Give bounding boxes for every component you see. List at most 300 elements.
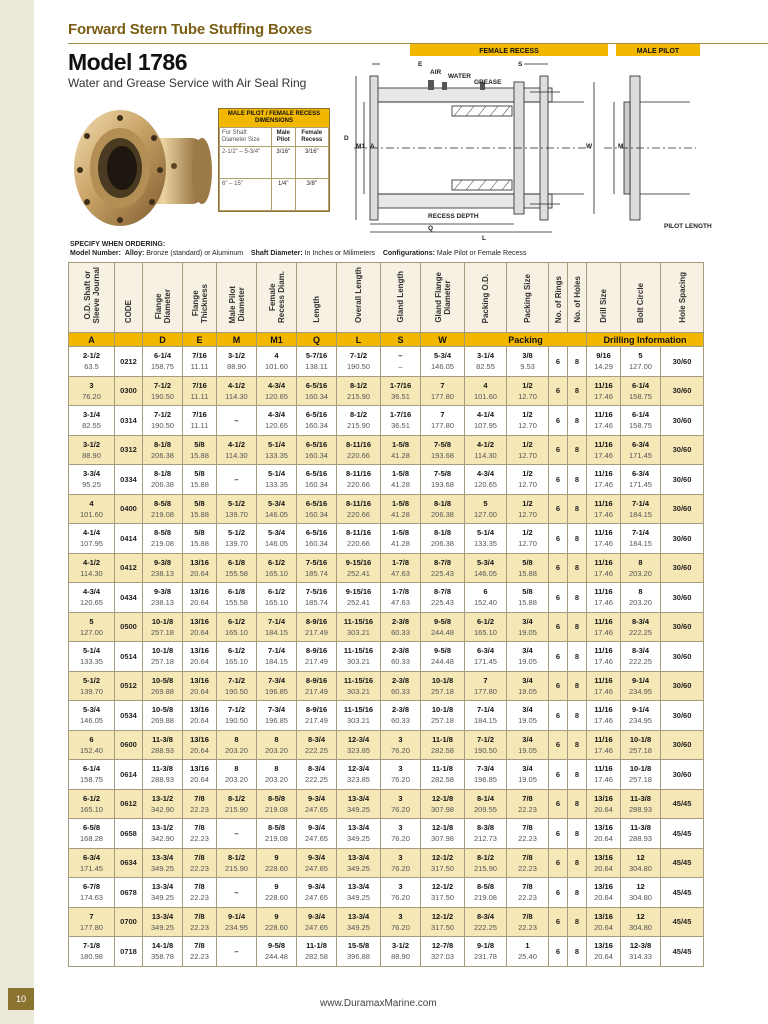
cell-inch-value: 1-7/8	[391, 557, 410, 567]
cell-mm-value: 165.10	[80, 804, 103, 814]
cell-w	[421, 347, 465, 377]
cell-inch-value: 8-3/4	[307, 764, 326, 774]
cell-ps	[507, 701, 549, 731]
cell-mm-value: 358.78	[151, 952, 174, 962]
cell-mm-value: 17.46	[594, 657, 613, 667]
cell-inch-value: 1	[525, 941, 530, 951]
cell-inch-value: 8-7/8	[433, 557, 452, 567]
cell-mm-value: 152.40	[474, 598, 497, 608]
cell-mm-value: 349.25	[347, 863, 370, 873]
cell-d	[143, 878, 183, 908]
model-title: Model 1786	[68, 49, 187, 75]
cell-d	[143, 435, 183, 465]
cell-pod	[465, 789, 507, 819]
cell-inch-value: 3	[398, 882, 403, 892]
cell-bolt	[621, 730, 661, 760]
cell-mm-value: 217.49	[305, 716, 328, 726]
cell-mm-value: 155.58	[225, 568, 248, 578]
cell-inch-value: 5	[638, 351, 643, 361]
cell-mm-value: 222.25	[305, 775, 328, 785]
cell-pod	[465, 347, 507, 377]
cell-ps	[507, 642, 549, 672]
cell-w	[421, 642, 465, 672]
cell-mm-value: 219.08	[151, 539, 174, 549]
cell-m1	[257, 612, 297, 642]
cell-drill	[587, 465, 621, 495]
cell-m1	[257, 760, 297, 790]
cell-inch-value: 8-1/2	[227, 852, 246, 862]
cell-w	[421, 435, 465, 465]
cell-inch-value: 5-1/4	[476, 528, 495, 538]
cell-sp: 30/60	[661, 583, 704, 613]
cell-l	[337, 907, 381, 937]
cell-w	[421, 524, 465, 554]
cell-mm-value: 257.18	[151, 657, 174, 667]
column-header	[381, 263, 421, 333]
dim-a-label: A	[370, 143, 375, 150]
cell-drill	[587, 848, 621, 878]
cell-mm-value: 11.11	[190, 391, 209, 401]
cell-q	[297, 435, 337, 465]
letter-cell: E	[183, 333, 217, 347]
cell-mm-value: 11.11	[190, 362, 209, 372]
cell-mm-value: 12.70	[518, 539, 537, 549]
cell-l	[337, 406, 381, 436]
cell-code: 0300	[115, 376, 143, 406]
cell-rings: 6	[549, 671, 568, 701]
cell-l	[337, 819, 381, 849]
cell-sp: 30/60	[661, 524, 704, 554]
cell-mm-value: 12.70	[518, 480, 537, 490]
cell-a	[69, 730, 115, 760]
cell-bolt	[621, 347, 661, 377]
dimensions-box-title: MALE PILOT / FEMALE RECESS DIMENSIONS	[219, 109, 329, 127]
cell-mm-value: 282.58	[305, 952, 328, 962]
cell-code: 0678	[115, 878, 143, 908]
cell-inch-value: 5-1/4	[82, 646, 101, 656]
cell-inch-value: 11-3/8	[630, 823, 651, 833]
cell-inch-value: 5/8	[522, 557, 533, 567]
cell-mm-value: 247.65	[305, 834, 328, 844]
cell-m1	[257, 583, 297, 613]
cell-inch-value: 7/8	[194, 911, 205, 921]
cell-l	[337, 848, 381, 878]
cell-inch-value: 13-3/4	[151, 852, 174, 862]
cell-inch-value: 8-9/16	[305, 616, 328, 626]
cell-inch-value: 12-3/4	[347, 764, 370, 774]
cell-inch-value: 13/16	[594, 941, 613, 951]
cell-mm-value: 22.23	[518, 863, 537, 873]
cell-l	[337, 494, 381, 524]
cell-m	[217, 642, 257, 672]
cell-inch-value: 8	[234, 734, 239, 744]
cell-inch-value: 12	[636, 911, 645, 921]
cell-inch-value: 9-3/8	[153, 587, 172, 597]
cell-rings: 6	[549, 789, 568, 819]
cell-mm-value: 17.46	[594, 539, 613, 549]
cell-code: 0414	[115, 524, 143, 554]
cell-inch-value: 7	[89, 911, 94, 921]
cell-s	[381, 435, 421, 465]
cell-inch-value: 5/8	[522, 587, 533, 597]
cell-mm-value: 76.20	[391, 804, 410, 814]
cell-pod	[465, 494, 507, 524]
cell-mm-value: 88.90	[82, 450, 101, 460]
cell-pod	[465, 848, 507, 878]
cell-rings: 6	[549, 642, 568, 672]
cell-mm-value: 76.20	[391, 775, 410, 785]
cell-ps	[507, 671, 549, 701]
letter-cell: A	[69, 333, 115, 347]
cell-inch-value: 11/16	[594, 705, 613, 715]
cell-inch-value: 6-3/4	[631, 469, 650, 479]
cell-mm-value: 17.46	[594, 568, 613, 578]
cell-mm-value: 171.45	[474, 657, 497, 667]
cell-inch-value: 1/2	[522, 380, 533, 390]
female-recess-label: FEMALE RECESS	[479, 48, 539, 55]
cell-inch-value: 13/16	[190, 557, 209, 567]
column-header	[568, 263, 587, 333]
cell-ps	[507, 878, 549, 908]
cell-inch-value: 3-1/4	[476, 351, 495, 361]
page-number: 10	[8, 988, 34, 1010]
cell-bolt	[621, 937, 661, 967]
cell-mm-value: 234.95	[225, 922, 248, 932]
cell-inch-value: 6-5/16	[305, 439, 328, 449]
cell-rings: 6	[549, 435, 568, 465]
column-header-label: No. of Holes	[572, 276, 582, 323]
specifications-table	[68, 262, 704, 967]
cell-drill	[587, 878, 621, 908]
cell-m1	[257, 937, 297, 967]
cell-inch-value: 4	[483, 380, 488, 390]
cell-mm-value: 160.34	[305, 539, 328, 549]
cell-code: 0534	[115, 701, 143, 731]
letter-cell: S	[381, 333, 421, 347]
cell-inch-value: 7-1/2	[153, 380, 172, 390]
cell-mm-value: 12.70	[518, 391, 537, 401]
cell-w	[421, 937, 465, 967]
cell-mm-value: 20.64	[190, 568, 209, 578]
table-row	[69, 553, 704, 583]
cell-mm-value: 146.05	[265, 539, 288, 549]
cell-mm-value: 196.85	[474, 775, 497, 785]
cell-q	[297, 937, 337, 967]
cell-m1	[257, 553, 297, 583]
cell-mm-value: 19.05	[518, 627, 537, 637]
cell-inch-value: 7/8	[194, 823, 205, 833]
cell-mm-value: 209.55	[474, 804, 497, 814]
cell-drill	[587, 819, 621, 849]
cell-mm-value: 257.18	[151, 627, 174, 637]
cell-m1	[257, 465, 297, 495]
cell-e	[183, 848, 217, 878]
cell-s	[381, 465, 421, 495]
cell-mm-value: 82.55	[476, 362, 495, 372]
column-header-label: Packing Size	[523, 274, 532, 323]
cell-inch-value: 11-15/16	[343, 705, 374, 715]
cell-inch-value: 11-3/8	[630, 793, 651, 803]
cell-inch-value: 4-1/2	[227, 380, 246, 390]
cell-mm-value: 177.80	[80, 922, 103, 932]
cell-ps	[507, 435, 549, 465]
cell-pod	[465, 406, 507, 436]
cell-q	[297, 701, 337, 731]
column-header	[337, 263, 381, 333]
cell-inch-value: 1-5/8	[391, 439, 410, 449]
cell-pod	[465, 701, 507, 731]
cell-mm-value: 155.58	[225, 598, 248, 608]
cell-drill	[587, 376, 621, 406]
cell-sp: 30/60	[661, 760, 704, 790]
cell-e	[183, 789, 217, 819]
cell-m	[217, 937, 257, 967]
cell-pod	[465, 642, 507, 672]
cell-inch-value: 7-1/2	[227, 705, 246, 715]
cell-inch-value: 7/8	[194, 852, 205, 862]
recess-depth-label: RECESS DEPTH	[428, 213, 479, 220]
cell-mm-value: 212.73	[474, 834, 497, 844]
cell-inch-value: 7-1/8	[82, 941, 101, 951]
cell-inch-value: 5-3/4	[267, 528, 286, 538]
footer-url: www.DuramaxMarine.com	[320, 998, 437, 1009]
cell-drill	[587, 583, 621, 613]
cell-e	[183, 347, 217, 377]
cell-inch-value: 1/2	[522, 498, 533, 508]
cell-mm-value: 303.21	[347, 657, 370, 667]
cell-mm-value: 17.46	[594, 775, 613, 785]
cell-d	[143, 347, 183, 377]
cell-mm-value: 184.15	[265, 657, 288, 667]
cell-code: 0312	[115, 435, 143, 465]
cell-inch-value: 7-3/4	[267, 705, 286, 715]
cell-mm-value: 107.95	[80, 539, 103, 549]
cell-m1	[257, 671, 297, 701]
cell-inch-value: 7	[483, 675, 488, 685]
dim-m1-label: M1	[356, 143, 366, 150]
cell-mm-value: 304.80	[629, 922, 652, 932]
cell-code: 0512	[115, 671, 143, 701]
cell-mm-value: 95.25	[82, 480, 101, 490]
cell-d	[143, 376, 183, 406]
cell-code: 0500	[115, 612, 143, 642]
cell-sp: 45/45	[661, 819, 704, 849]
cell-inch-value: 10-1/8	[629, 764, 652, 774]
cell-mm-value: 165.10	[265, 568, 288, 578]
cell-inch-value: 6-5/16	[305, 410, 328, 420]
cell-inch-value: 4	[274, 351, 279, 361]
cell-ps	[507, 465, 549, 495]
cell-mm-value: 20.64	[594, 804, 613, 814]
cell-w	[421, 878, 465, 908]
cell-mm-value: 219.08	[151, 509, 174, 519]
cell-mm-value: 231.78	[474, 952, 497, 962]
cell-inch-value: 7/8	[194, 793, 205, 803]
cell-inch-value: 1-5/8	[391, 528, 410, 538]
cell-inch-value: 13/16	[594, 882, 613, 892]
cell-mm-value: 9.53	[520, 362, 535, 372]
cell-a	[69, 671, 115, 701]
cell-pod	[465, 376, 507, 406]
cell-drill	[587, 553, 621, 583]
cell-mm-value: 15.88	[190, 480, 209, 490]
cell-inch-value: 6-1/4	[631, 410, 650, 420]
cell-mm-value: 222.25	[629, 627, 652, 637]
cell-mm-value: 171.45	[629, 450, 652, 460]
cell-mm-value: 20.64	[594, 893, 613, 903]
cell-l	[337, 612, 381, 642]
cell-ps	[507, 730, 549, 760]
cell-inch-value: 4-3/4	[267, 410, 286, 420]
cell-mm-value: 19.05	[518, 716, 537, 726]
cell-mm-value: 17.46	[594, 627, 613, 637]
cell-inch-value: 7-1/2	[349, 351, 368, 361]
cell-holes: 8	[568, 406, 587, 436]
cell-mm-value: 203.20	[265, 775, 288, 785]
cell-inch-value: 7-3/4	[267, 675, 286, 685]
table-row	[69, 347, 704, 377]
cell-inch-value: 7	[440, 410, 445, 420]
cell-mm-value: 139.70	[225, 509, 248, 519]
cell-m	[217, 848, 257, 878]
cell-pod	[465, 553, 507, 583]
cell-holes: 8	[568, 612, 587, 642]
cell-inch-value: 8-11/16	[345, 498, 372, 508]
cell-mm-value: 349.25	[151, 893, 174, 903]
table-row	[69, 524, 704, 554]
cell-mm-value: 41.28	[391, 509, 410, 519]
cell-mm-value: 257.18	[431, 716, 454, 726]
cell-e	[183, 760, 217, 790]
cell-inch-value: 8-11/16	[345, 528, 372, 538]
cell-pod	[465, 612, 507, 642]
cell-inch-value: 12-1/2	[431, 882, 454, 892]
cell-d	[143, 701, 183, 731]
cell-drill	[587, 937, 621, 967]
table-row	[69, 789, 704, 819]
cell-inch-value: 7/8	[522, 793, 533, 803]
cell-e	[183, 524, 217, 554]
cell-inch-value: 13-3/4	[347, 852, 370, 862]
cell-code: 0314	[115, 406, 143, 436]
table-row	[69, 376, 704, 406]
cell-mm-value: 160.34	[305, 450, 328, 460]
ordering-alloy-value: Bronze (standard) or Aluminum	[146, 250, 244, 257]
cell-inch-value: 4-1/2	[476, 439, 495, 449]
technical-drawing	[334, 44, 712, 242]
cell-inch-value: 3	[89, 380, 94, 390]
cell-mm-value: 17.46	[594, 391, 613, 401]
cell-ps	[507, 583, 549, 613]
cell-mm-value: 206.38	[151, 480, 174, 490]
cell-holes: 8	[568, 494, 587, 524]
letter-cell	[115, 333, 143, 347]
male-pilot-label: MALE PILOT	[636, 48, 680, 55]
column-header-label: Length	[312, 296, 321, 323]
cell-inch-value: 12-3/4	[347, 734, 370, 744]
cell-mm-value: 15.88	[190, 539, 209, 549]
cell-mm-value: 41.28	[391, 539, 410, 549]
cell-inch-value: 7/16	[192, 410, 207, 420]
cell-mm-value: 193.68	[431, 450, 454, 460]
cell-mm-value: 349.25	[347, 893, 370, 903]
cell-inch-value: 6-3/4	[476, 646, 495, 656]
cell-bolt	[621, 671, 661, 701]
cell-ps	[507, 406, 549, 436]
water-label: WATER	[448, 73, 471, 80]
cell-inch-value: 5-3/4	[433, 351, 452, 361]
cell-d	[143, 465, 183, 495]
cell-drill	[587, 494, 621, 524]
cell-mm-value: 317.50	[431, 863, 454, 873]
cell-rings: 6	[549, 465, 568, 495]
cell-m	[217, 376, 257, 406]
cell-mm-value: 12.70	[518, 509, 537, 519]
cell-l	[337, 376, 381, 406]
cell-mm-value: 317.50	[431, 922, 454, 932]
cell-inch-value: 13/16	[190, 646, 209, 656]
cell-inch-value: 8-1/2	[227, 793, 246, 803]
cell-inch-value: –	[234, 887, 239, 897]
cell-a	[69, 642, 115, 672]
cell-m	[217, 789, 257, 819]
cell-e	[183, 730, 217, 760]
dimensions-box-female: 3/8"	[295, 179, 328, 211]
cell-inch-value: 8-9/16	[305, 646, 328, 656]
cell-mm-value: 133.35	[80, 657, 103, 667]
cell-q	[297, 642, 337, 672]
cell-inch-value: 8-1/8	[153, 469, 172, 479]
cell-bolt	[621, 907, 661, 937]
cell-inch-value: 13/16	[594, 852, 613, 862]
cell-inch-value: 11/16	[594, 439, 613, 449]
letter-cell: M	[217, 333, 257, 347]
cell-d	[143, 583, 183, 613]
cell-q	[297, 848, 337, 878]
cell-a	[69, 789, 115, 819]
cell-inch-value: 11/16	[594, 646, 613, 656]
cell-s	[381, 494, 421, 524]
cell-bolt	[621, 524, 661, 554]
cell-inch-value: 3/4	[522, 705, 533, 715]
cell-s	[381, 701, 421, 731]
cell-holes: 8	[568, 701, 587, 731]
cell-sp: 30/60	[661, 671, 704, 701]
cell-bolt	[621, 612, 661, 642]
cell-inch-value: 4-1/4	[476, 410, 495, 420]
cell-q	[297, 789, 337, 819]
cell-m1	[257, 435, 297, 465]
cell-inch-value: 8-7/8	[433, 587, 452, 597]
cell-drill	[587, 701, 621, 731]
cell-m1	[257, 406, 297, 436]
cell-inch-value: 6-1/4	[153, 351, 172, 361]
table-row	[69, 406, 704, 436]
cell-mm-value: 25.40	[518, 952, 537, 962]
dimensions-box-size: 6" – 15"	[220, 179, 272, 211]
cell-mm-value: 152.40	[80, 745, 103, 755]
cell-mm-value: 22.23	[518, 804, 537, 814]
cell-holes: 8	[568, 671, 587, 701]
cell-inch-value: 8-1/8	[433, 498, 452, 508]
cell-bolt	[621, 789, 661, 819]
table-letter-row	[69, 333, 704, 347]
cell-holes: 8	[568, 848, 587, 878]
cell-mm-value: 206.38	[431, 539, 454, 549]
cell-mm-value: 215.90	[474, 863, 497, 873]
series-title: Forward Stern Tube Stuffing Boxes	[68, 21, 312, 38]
cell-inch-value: 2-1/2	[82, 351, 101, 361]
